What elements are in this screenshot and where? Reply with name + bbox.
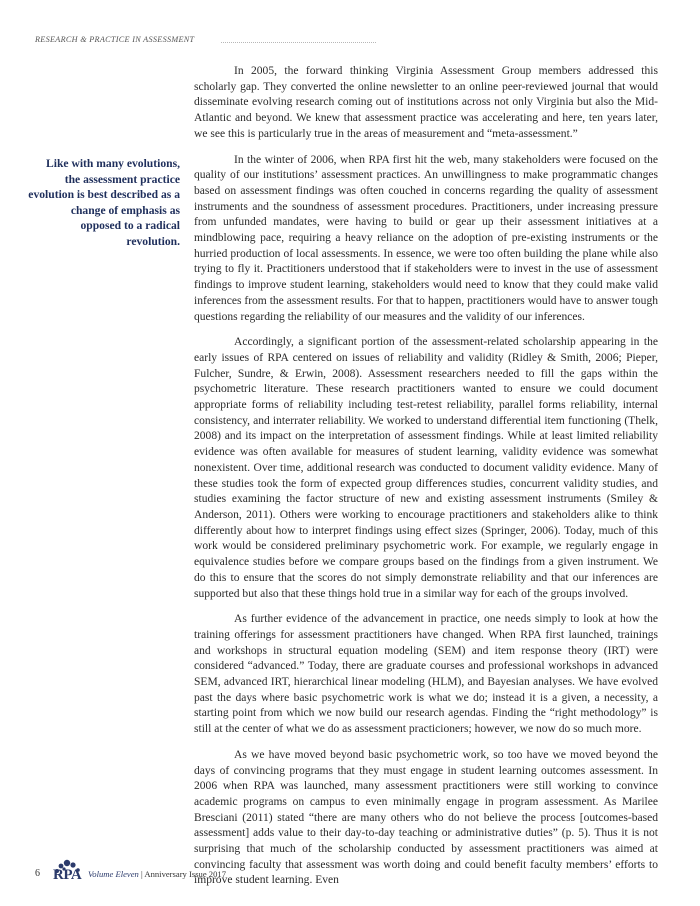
page-footer xyxy=(35,858,335,888)
body-paragraph-4: As further evidence of the advancement in practice, one needs simply to look at how the training offerings for assessment practitioners have changed. When RPA first launched, trainings and workshops in structural equation modeling (SEM) and item response theory (IRT) were considered “advanced.” Today, there are graduate courses and professional workshops in advanced SEM, advanced IRT, hierarchical linear modeling (HLM), and Bayesian analyses. We have evolved past the days where basic psychometric work is what we do; instead it is a given, a necessity, a starting point from which we now build our research agendas. Finding the “right methodology” is still at the center of what we do as assessment practicioners; however, we now do so much more. xyxy=(194,613,658,736)
footer-separator: | xyxy=(138,869,145,879)
rpa-logo-text: RPA xyxy=(53,867,82,883)
body-paragraph-3: Accordingly, a significant portion of the assessment-related scholarship appearing in the early issues of RPA centered on issues of reliability and validity (Ridley & Smith, 2006; Pieper, Fulcher, Sundre, & Erwin, 2008). Assessment researchers needed to fill the gaps within the psychometric literature. These research practitioners wanted to ensure we could document appropriate forms of reliability including test-retest reliability, parallel forms reliability, internal consistency, and interrater reliability. We worked to understand differential item functioning (Thelk, 2008) and its impact on the interpretation of assessment findings. While at least limited reliability evidence was often available for measures of student learning, validity evidence was somewhat nonexistent. Over time, additional research was conducted to document validity evidence. Many of these studies took the form of expected group differences studies, concurrent validity studies, and studies examining the factor structure of new and existing assessment instruments (Smiley & Anderson, 2011). Others were working to encourage practitioners and stakeholders alike to think differently about how to interpret findings using effect sizes (Springer, 2006). Today, much of this work would be considered preliminary psychometric work. For example, we regularly engage in equivalence studies before we compare groups based on the findings from a given instrument. We do this to ensure that the scores do not simply demonstrate reliability and that our inferences are supported but also that these things hold true in a similar way for each of the groups involved. xyxy=(194,336,658,600)
footer-issue-line xyxy=(88,869,226,879)
body-paragraph-5: As we have moved beyond basic psychometric work, so too have we moved beyond the days of convincing programs that they must engage in student learning outcomes assessment. In 2006 when RPA was launched, many assessment practitioners were still working to convince academic programs on campus to even minimally engage in program assessment. As Marilee Bresciani (2011) stated “there are many others who do not believe the process [outcomes-based assessment] adds value to their day-to-day teaching or administrative duties” (p. 5). Thus it is not surprising that much of the scholarship conducted by assessment practitioners was aimed at convincing faculty that assessment was worth doing and could benefit faculty members’ efforts to improve student learning. Even xyxy=(194,748,658,887)
pull-quote: Like with many evolutions, the assessment practice evolution is best described as a change of emphasis as opposed to a radical revolution. xyxy=(28,157,180,248)
body-paragraph-2: In the winter of 2006, when RPA first hit the web, many stakeholders were focused on the quality of our institutions’ assessment practices. An unwillingness to make programmatic changes based on assessment findings was often couched in concerns regarding the quality of assessment instruments and the soundness of assessment procedures. Practitioners, under increasing pressure from unfunded mandates, were having to build or gear up their assessment initiatives at a mindblowing pace, requiring a heavy reliance on the adoption of pre-existing instruments or the hurried production of local assessments. In essence, we were too often building the plane while also trying to fly it. Practitioners understood that if stakeholders were to invest in the use of assessment findings to improve student learning, stakeholders would need to know that they could make valid inferences from the assessment results. For that to happen, practitioners would have to answer tough questions regarding the reliability of our measures and the validity of our inferences. xyxy=(194,153,658,323)
footer-issue: Anniversary Issue 2017 xyxy=(144,869,226,879)
article-body xyxy=(194,64,658,899)
running-header-title: RESEARCH & PRACTICE IN ASSESSMENT xyxy=(35,35,195,44)
footer-volume: Volume Eleven xyxy=(88,869,139,879)
header-dotted-rule xyxy=(221,42,376,43)
running-header xyxy=(35,34,355,48)
body-paragraph-1: In 2005, the forward thinking Virginia Assessment Group members addressed this scholarly gap. They converted the online newsletter to an online peer-reviewed journal that would disseminate evolving research coming out of institutions across not only Virginia but also the Mid-Atlantic and beyond. We knew that assessment practice was accelerating and here, ten years later, we see this is particularly true in the areas of measurement and “meta-assessment.” xyxy=(194,65,658,140)
page-number: 6 xyxy=(35,868,40,879)
